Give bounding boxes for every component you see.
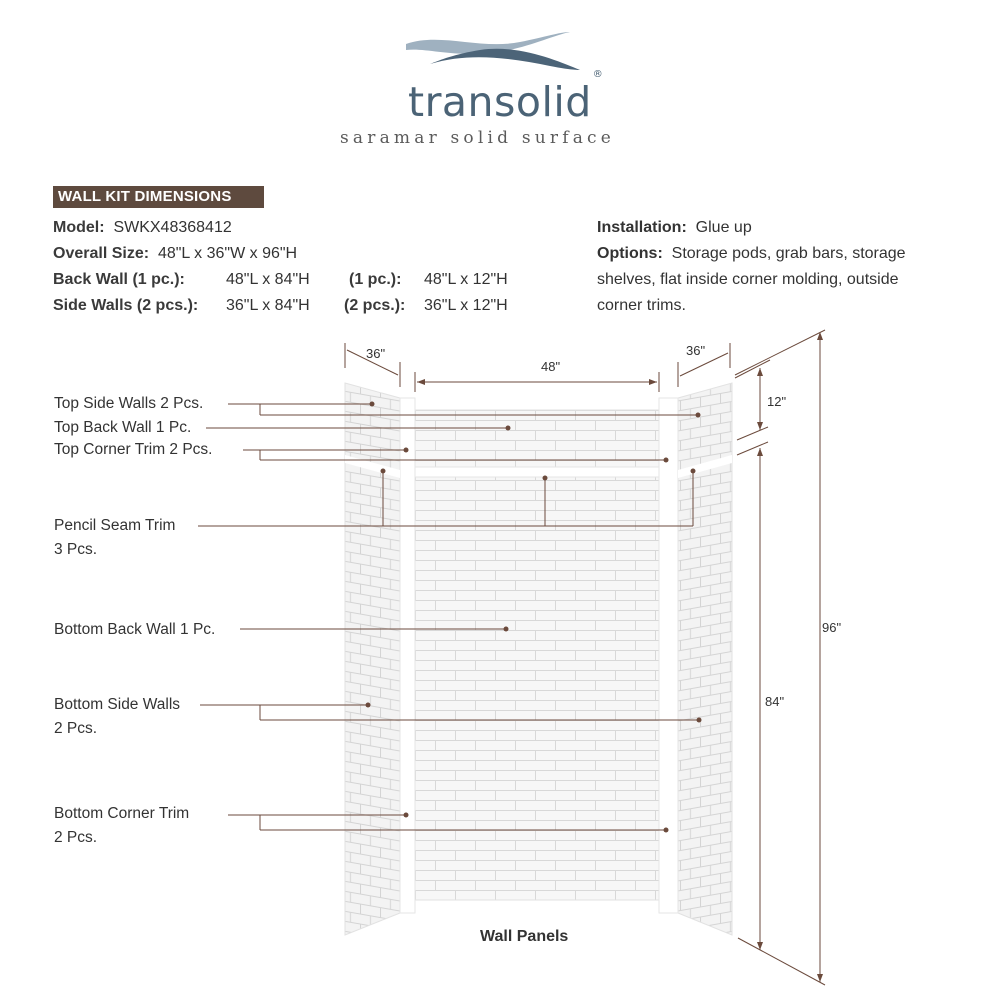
dim-bottom-height: 84" [765, 694, 785, 709]
brand-tagline: saramar solid surface [340, 128, 616, 148]
spec-back-wall-value: 48"L x 84"H [226, 271, 310, 288]
callout-top-corner-trim: Top Corner Trim 2 Pcs. [54, 441, 213, 458]
back-wall-panel [415, 410, 659, 900]
left-corner-trim [400, 398, 415, 913]
dim-right-width: 36" [686, 343, 706, 358]
callout-top-side-walls: Top Side Walls 2 Pcs. [54, 395, 204, 412]
dim-back-width: 48" [541, 359, 561, 374]
spec-options-line2: shelves, flat inside corner molding, outside [597, 271, 899, 288]
spec-overall-size-value: 48"L x 36"W x 96"H [157, 245, 298, 262]
spec-options-label: Options: [597, 245, 663, 262]
spec-model-value: SWKX48368412 [113, 219, 232, 236]
dim-total-height: 96" [822, 620, 842, 635]
spec-side-walls-top-label: (2 pcs.): [344, 297, 406, 314]
spec-model-label: Model: [53, 219, 105, 236]
spec-back-wall-top-label: (1 pc.): [349, 271, 402, 288]
callout-bottom-side-walls: Bottom Side Walls 2 Pcs. [54, 696, 181, 737]
spec-back-wall-top-value: 48"L x 12"H [424, 271, 508, 288]
spec-side-walls-label: Side Walls (2 pcs.): [53, 297, 199, 314]
section-title: WALL KIT DIMENSIONS [53, 186, 264, 208]
spec-side-walls-value: 36"L x 84"H [226, 297, 310, 314]
diagram-caption: Wall Panels [480, 928, 569, 945]
dim-top-height: 12" [767, 394, 787, 409]
callout-pencil-seam-trim: Pencil Seam Trim 3 Pcs. [54, 517, 176, 558]
spec-installation-value: Glue up [695, 219, 752, 236]
spec-options-line3: corner trims. [597, 297, 686, 314]
callout-bottom-corner-trim: Bottom Corner Trim 2 Pcs. [54, 805, 190, 846]
spec-options-line1: Storage pods, grab bars, storage [671, 245, 906, 262]
callout-top-back-wall: Top Back Wall 1 Pc. [54, 419, 192, 436]
spec-side-walls-top-value: 36"L x 12"H [424, 297, 508, 314]
spec-back-wall-label: Back Wall (1 pc.): [53, 271, 185, 288]
spec-installation-label: Installation: [597, 219, 687, 236]
brand-name: transolid [408, 78, 592, 126]
back-pencil-seam [415, 467, 659, 477]
right-corner-trim [659, 398, 678, 913]
dim-left-width: 36" [366, 346, 386, 361]
spec-overall-size-label: Overall Size: [53, 245, 150, 262]
registered-mark: ® [592, 69, 604, 81]
callout-bottom-back-wall: Bottom Back Wall 1 Pc. [54, 621, 216, 638]
